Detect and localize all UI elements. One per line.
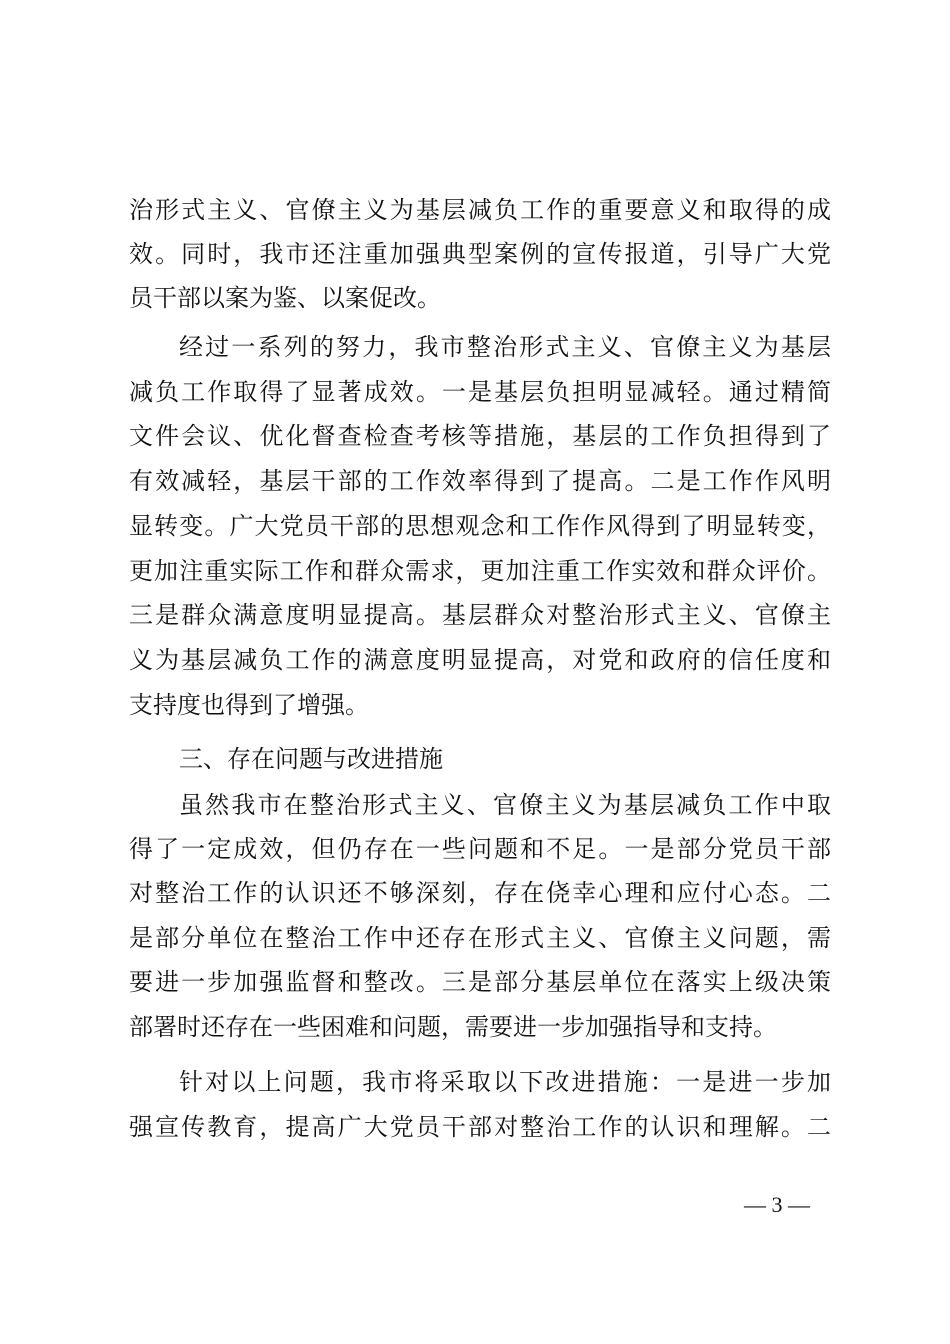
paragraph-3-line-1: 虽然我市在整治形式主义、官僚主义为基层减负工作中取 — [179, 791, 831, 819]
paragraph-1-line-1: 治形式主义、官僚主义为基层减负工作的重要意义和取得的成 — [129, 196, 831, 224]
paragraph-3-line-6: 部署时还存在一些困难和问题，需要进一步加强指导和支持。 — [129, 1013, 777, 1041]
paragraph-2-line-1: 经过一系列的努力，我市整治形式主义、官僚主义为基层 — [179, 333, 831, 361]
paragraph-2-line-4: 有效减轻，基层干部的工作效率得到了提高。二是工作作风明 — [129, 467, 831, 495]
page-number: — 3 — — [744, 1192, 810, 1217]
paragraph-2-line-7: 三是群众满意度明显提高。基层群众对整治形式主义、官僚主 — [129, 601, 831, 629]
paragraph-2-line-9: 支持度也得到了增强。 — [129, 691, 369, 719]
paragraph-4-line-2: 强宣传教育，提高广大党员干部对整治工作的认识和理解。二 — [129, 1113, 831, 1141]
paragraph-2-line-2: 减负工作取得了显著成效。一是基层负担明显减轻。通过精简 — [129, 378, 831, 406]
paragraph-1-line-2: 效。同时，我市还注重加强典型案例的宣传报道，引导广大党 — [129, 240, 831, 268]
paragraph-3-line-4: 是部分单位在整治工作中还存在形式主义、官僚主义问题，需 — [129, 924, 831, 952]
paragraph-1-line-3: 员干部以案为鉴、以案促改。 — [129, 284, 441, 312]
paragraph-4-line-1: 针对以上问题，我市将采取以下改进措施：一是进一步加 — [179, 1068, 831, 1096]
paragraph-2-line-5: 显转变。广大党员干部的思想观念和工作作风得到了明显转变， — [129, 512, 831, 540]
paragraph-3-line-3: 对整治工作的认识还不够深刻，存在侥幸心理和应付心态。二 — [129, 879, 831, 907]
paragraph-3-line-5: 要进一步加强监督和整改。三是部分基层单位在落实上级决策 — [129, 968, 831, 996]
paragraph-2-line-6: 更加注重实际工作和群众需求，更加注重工作实效和群众评价。 — [129, 557, 831, 585]
paragraph-3-line-2: 得了一定成效，但仍存在一些问题和不足。一是部分党员干部 — [129, 835, 831, 863]
section-heading: 三、存在问题与改进措施 — [179, 745, 443, 773]
paragraph-2-line-8: 义为基层减负工作的满意度明显提高，对党和政府的信任度和 — [129, 646, 831, 674]
paragraph-2-line-3: 文件会议、优化督查检查考核等措施，基层的工作负担得到了 — [129, 422, 831, 450]
